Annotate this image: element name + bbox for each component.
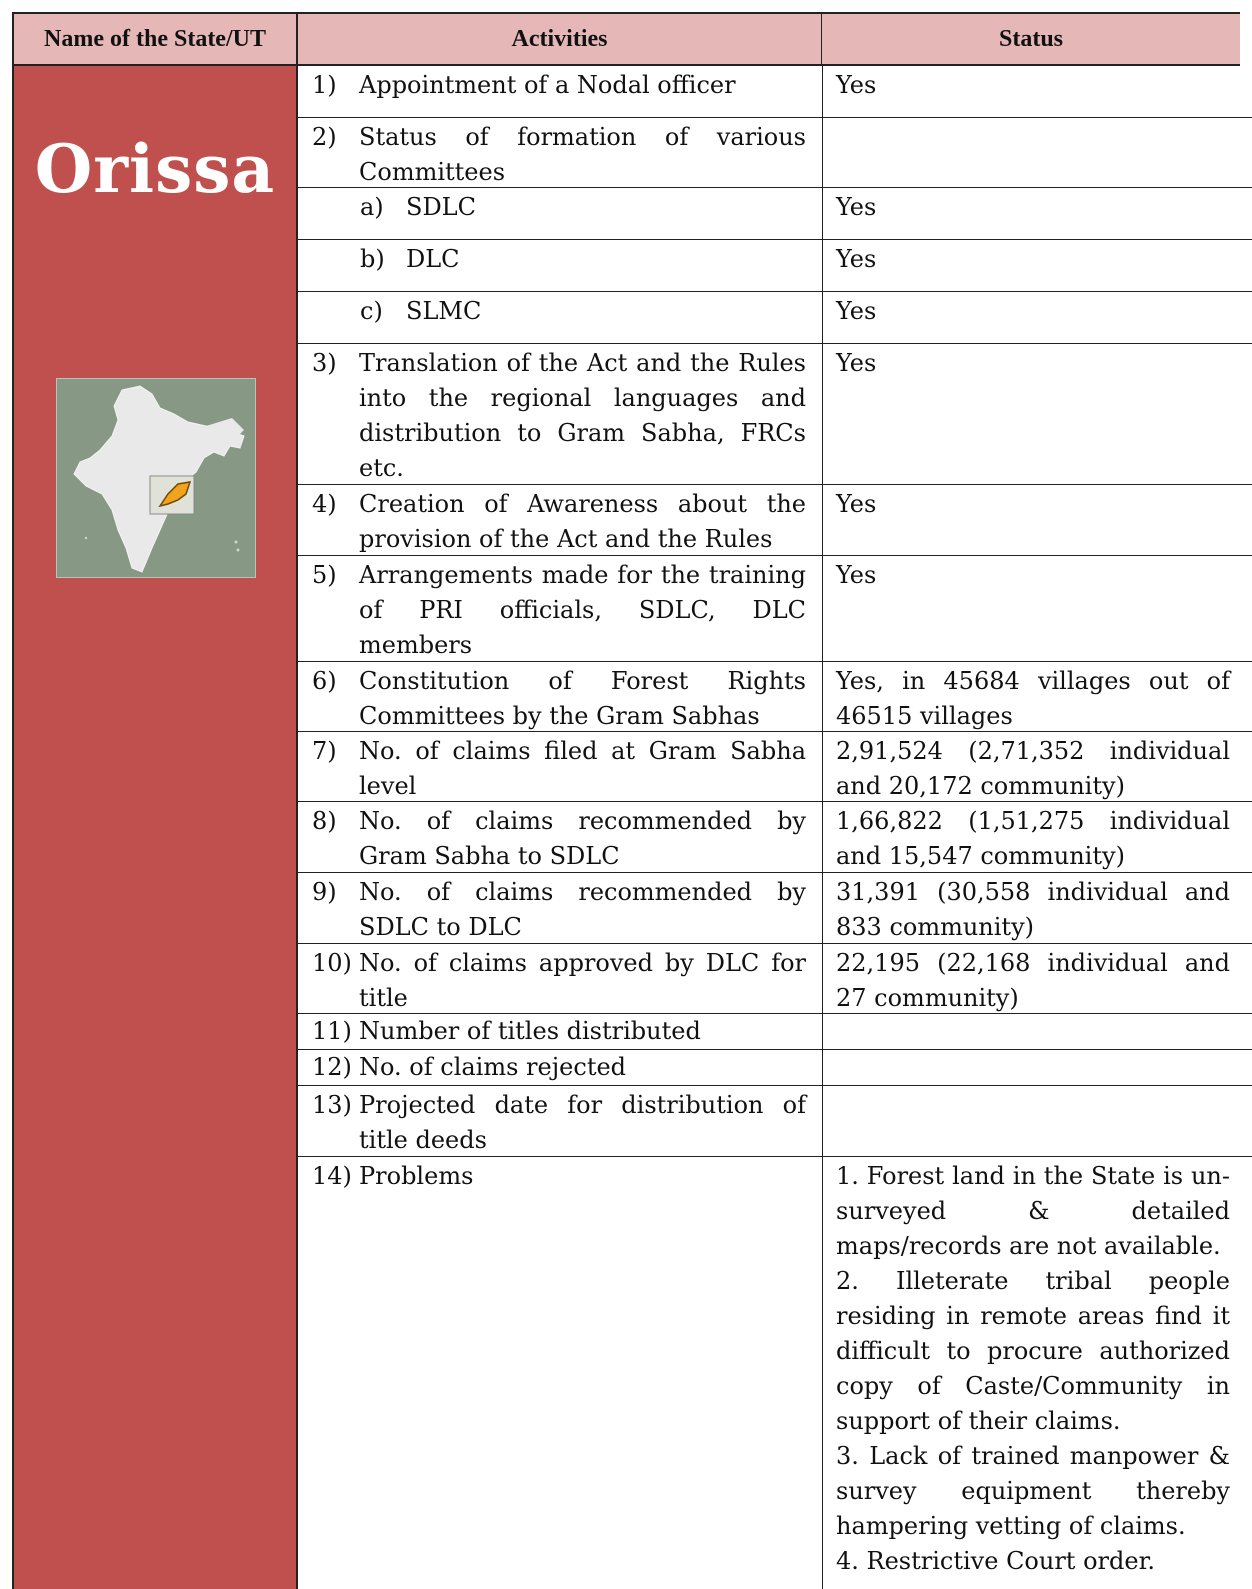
activities-table: [298, 66, 1252, 1589]
activity-text: No. of claims approved by DLC for title: [359, 949, 806, 1012]
row-number: 4): [312, 490, 337, 518]
row-number: c): [360, 297, 383, 325]
activity-text: No. of claims recommended by Gram Sabha to SDLC: [359, 807, 806, 870]
status-text: 2,91,524 (2,71,352 individual and 20,172 community): [836, 737, 1230, 800]
table-row: [298, 662, 1252, 732]
header-activities: Activities: [298, 12, 822, 66]
activity-text: DLC: [406, 245, 460, 273]
problems-list: [836, 1159, 1230, 1579]
status-text: Yes: [836, 193, 877, 221]
row-number: 6): [312, 667, 337, 695]
activity-text: Appointment of a Nodal officer: [359, 71, 736, 99]
row-number: 10): [312, 949, 352, 977]
table-row: [298, 802, 1252, 873]
table-row: [298, 873, 1252, 944]
table-row: [298, 344, 1252, 485]
row-number: 9): [312, 878, 337, 906]
activity-text: Constitution of Forest Rights Committees by the Gram Sabhas: [359, 667, 806, 730]
row-number: 1): [312, 71, 337, 99]
status-text: Yes: [836, 349, 877, 377]
row-number: 2): [312, 123, 337, 151]
table-row: [298, 556, 1252, 662]
status-text: Yes: [836, 561, 877, 589]
table-row: [298, 118, 1252, 188]
activity-text: Arrangements made for the training of PRI officials, SDLC, DLC members: [359, 561, 806, 659]
table-row: [298, 188, 1252, 240]
activity-text: Projected date for distribution of title deeds: [359, 1091, 806, 1154]
activity-text: Translation of the Act and the Rules into the regional languages and distribution to Gram Sabha, FRCs etc.: [359, 349, 806, 482]
activity-text: Problems: [359, 1162, 474, 1190]
row-number: 12): [312, 1053, 352, 1081]
problem-item: 4. Restrictive Court order.: [836, 1547, 1156, 1575]
status-text: Yes, in 45684 villages out of 46515 villages: [836, 667, 1230, 730]
state-column: [12, 66, 298, 1589]
row-number: 8): [312, 807, 337, 835]
status-text: Yes: [836, 297, 877, 325]
status-text: 1,66,822 (1,51,275 individual and 15,547 community): [836, 807, 1230, 870]
activity-text: SLMC: [406, 297, 482, 325]
india-map-icon: [56, 378, 256, 578]
header-name-of-state: Name of the State/UT: [12, 12, 298, 66]
activity-text: SDLC: [406, 193, 476, 221]
problem-item: 3. Lack of trained manpower & survey equipment thereby hampering vetting of claims.: [836, 1442, 1230, 1540]
row-number: 14): [312, 1162, 352, 1190]
problem-item: 2. Illeterate tribal people residing in remote areas find it difficult to procure authorized copy of Caste/Community in support of their claims.: [836, 1267, 1230, 1435]
row-number: a): [360, 193, 384, 221]
row-number: 5): [312, 561, 337, 589]
activity-text: No. of claims rejected: [359, 1053, 627, 1081]
table-row: [298, 944, 1252, 1014]
row-number: 7): [312, 737, 337, 765]
row-number: 13): [312, 1091, 352, 1119]
activity-text: Creation of Awareness about the provision of the Act and the Rules: [359, 490, 806, 553]
row-number: b): [360, 245, 385, 273]
table-row: [298, 1086, 1252, 1157]
table-row: [298, 732, 1252, 802]
table-row: [298, 485, 1252, 556]
problem-item: 1. Forest land in the State is un-surveyed & detailed maps/records are not available.: [836, 1162, 1230, 1260]
table-row: [298, 66, 1252, 118]
table-row: [298, 240, 1252, 292]
status-text: Yes: [836, 71, 877, 99]
state-name: Orissa: [34, 130, 276, 208]
status-text: Yes: [836, 490, 877, 518]
table-row: [298, 1157, 1252, 1589]
row-number: 11): [312, 1017, 352, 1045]
table-row: [298, 1050, 1252, 1086]
activity-text: Number of titles distributed: [359, 1017, 701, 1045]
header-status: Status: [822, 12, 1240, 66]
status-text: 31,391 (30,558 individual and 833 community): [836, 878, 1230, 941]
activity-text: No. of claims recommended by SDLC to DLC: [359, 878, 806, 941]
row-number: 3): [312, 349, 337, 377]
status-text: 22,195 (22,168 individual and 27 community): [836, 949, 1230, 1012]
table-row: [298, 1014, 1252, 1050]
status-text: Yes: [836, 245, 877, 273]
activity-text: Status of formation of various Committees: [359, 123, 806, 186]
table-row: [298, 292, 1252, 344]
activity-text: No. of claims filed at Gram Sabha level: [359, 737, 806, 800]
